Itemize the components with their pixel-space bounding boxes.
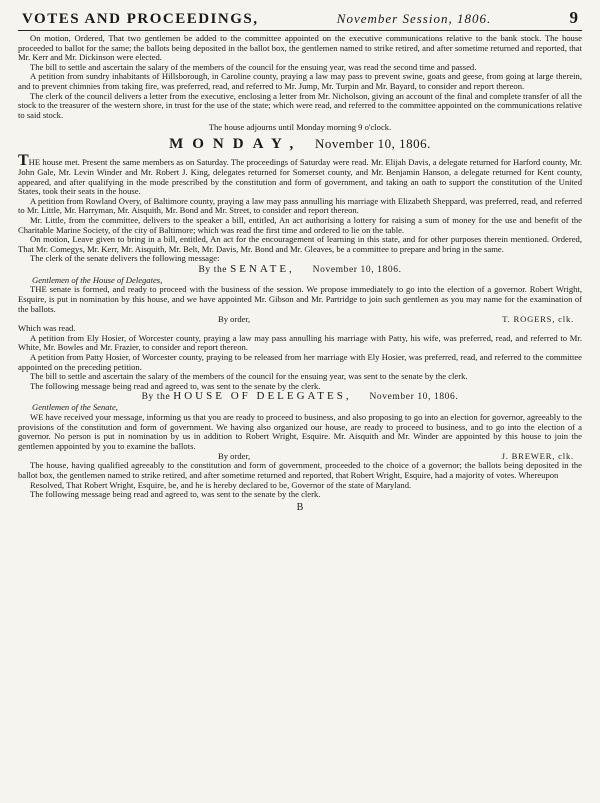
day-heading <box>18 136 582 153</box>
senate-signature-line <box>18 314 582 324</box>
paragraph: Resolved, That Robert Wright, Esquire, be, and he is hereby declared to be, Governor of the state of Maryland. <box>30 479 412 490</box>
paragraph: A petition from Rowland Overy, of Baltimore county, praying a law may pass annulling his marriage with Elizabeth Sheppard, was preferred, read, and referred to Mr. Little, Mr. Harryman, Mr. Aisquith, Mr. Bond and Mr. Street, to consider and report thereon. <box>18 195 582 216</box>
heading-date: November 10, 1806. <box>312 264 402 275</box>
heading-body: SENATE, <box>230 262 295 275</box>
signer-name: T. ROGERS, clk. <box>502 314 574 325</box>
signer-name: J. BREWER, clk. <box>501 451 574 462</box>
paragraph: The house, having qualified agreeably to the constitution and form of government, proceeded to the choice of a governor; the ballots being deposited in the ballot box, the gentlemen named to strike retired, and after sometime returned and reported, that Robert Wright, Esquire, had a majority of votes. Whereupon <box>18 460 582 480</box>
paragraph: The following message being read and agreed to, was sent to the senate by the clerk. <box>30 380 321 391</box>
day-name: MONDAY, <box>169 136 303 153</box>
paragraph: Mr. Little, from the committee, delivers to the speaker a bill, entitled, An act authorising a lottery for raising a sum of money for the use and benefit of the Charitable Marine Society, of the city of Baltimore; which was read the first time and ordered to lie on the table. <box>18 214 582 235</box>
paragraph: On motion, Leave given to bring in a bill, entitled, An act for the encouragement of learning in this state, and for other purposes therein mentioned. Ordered, That Mr. Comegys, Mr. Kerr, Mr. Aisquith, Mr. Belt, Mr. Davis, Mr. Bond and Mr. Gleaves, be a committee to prepare and bring in the same. <box>18 234 582 254</box>
session-title: November Session, 1806. <box>336 11 492 26</box>
paragraph: The clerk of the senate delivers the following message: <box>30 253 220 264</box>
day-date: November 10, 1806. <box>315 136 431 152</box>
paragraph: The bill to settle and ascertain the salary of the members of the council for the ensuing year, was sent to the senate by the clerk. <box>30 371 468 382</box>
senate-salutation: Gentlemen of the House of Delegates, <box>32 274 163 285</box>
paragraph: The clerk of the council delivers a letter from the executive, enclosing a letter from Mr. Nicholson, giving an account of the final and complete transfer of all the stock to the treasurer of the western shore, in trust for the use of the state; which were read, and referred to the committee appointed on the communications relative to said stock. <box>18 90 582 120</box>
paragraph: On motion, Ordered, That two gentlemen be added to the committee appointed on the executive communications relative to the bank stock. The house proceeded to ballot for the same; the ballots being deposited in the ballot box, the gentlemen named to strike retired, and after sometime returned and reported, that Mr. Kerr and Mr. Dickinson were elected. <box>18 33 582 63</box>
heading-prefix: By the <box>141 392 171 403</box>
drop-cap: T <box>18 152 29 170</box>
heading-body: HOUSE OF DELEGATES, <box>173 390 352 403</box>
by-order: By order, <box>218 314 251 325</box>
signature-mark: B <box>296 501 304 513</box>
running-title: VOTES AND PROCEEDINGS, <box>22 11 259 27</box>
page-number: 9 <box>569 8 578 27</box>
heading-date: November 10, 1806. <box>369 392 459 403</box>
page-header <box>18 8 582 31</box>
paragraph: The bill to settle and ascertain the salary of the members of the council for the ensuing year, was read the second time and passed. <box>30 61 477 72</box>
paragraph-monday-opening <box>18 152 582 197</box>
senate-message-body: THE senate is formed, and ready to proceed with the business of the session. We propose immediately to go into the election of a governor. Robert Wright, Esquire, is put in nomination by this house, and we have appointed Mr. Gibson and Mr. Partridge to join such gentlemen as you may name for the examination of the ballots. <box>18 284 582 314</box>
paragraph: The following message being read and agreed to, was sent to the senate by the clerk. <box>30 489 321 500</box>
paragraph: A petition from Ely Hosier, of Worcester county, praying a law may pass annulling his marriage with Patty, his wife, was preferred, read, and referred to Mr. White, Mr. Bowles and Mr. Frazier, to consider and report thereon. <box>18 332 582 353</box>
adjournment-line: The house adjourns until Monday morning 9 o'clock. <box>208 122 392 133</box>
paragraph: A petition from Patty Hosier, of Worcester county, praying to be released from her marriage with Ely Hosier, was preferred, read, and referred to the committee appointed on the preceding petition. <box>18 352 582 372</box>
opening-text: HE house met. Present the same members as on Saturday. The proceedings of Saturday were read. Mr. Elijah Davis, a delegate returned for Harford county, Mr. John Gale, Mr. Levin Winder and Mr. Robert J. King, delegates returned for Somerset county, and Mr. Benjamin Hanson, a delegate returned for Kent county, appeared, and after qualifying in the mode prescribed by the constitution and form of government, and taking an oath to support the constitution of the United States, took their seats in the house. <box>18 157 582 197</box>
by-order: By order, <box>218 451 251 462</box>
which-was-read: Which was read. <box>18 323 76 334</box>
paragraph: A petition from sundry inhabitants of Hillsborough, in Caroline county, praying a law may pass to prevent swine, goats and geese, from going at large therein, and to prevent chimnies from taking fire, was preferred, read, and referred to Mr. Jump, Mr. Turpin and Mr. Bayard, to consider and report thereon. <box>18 71 582 91</box>
house-salutation: Gentlemen of the Senate, <box>32 402 118 413</box>
house-message-body: WE have received your message, informing us that you are ready to proceed to business, and also proposing to go into an election for governor, agreeably to the provisions of the constitution and form of government. We having also organized our house, are ready to proceed to business, and to go into the election of a governor. No person is put in nomination by us in addition to Robert Wright, Esquire. Mr. Aisquith and Mr. Winder are appointed by this house to join the gentlemen appointed by you to examine the ballots. <box>18 412 582 451</box>
heading-prefix: By the <box>198 264 228 275</box>
